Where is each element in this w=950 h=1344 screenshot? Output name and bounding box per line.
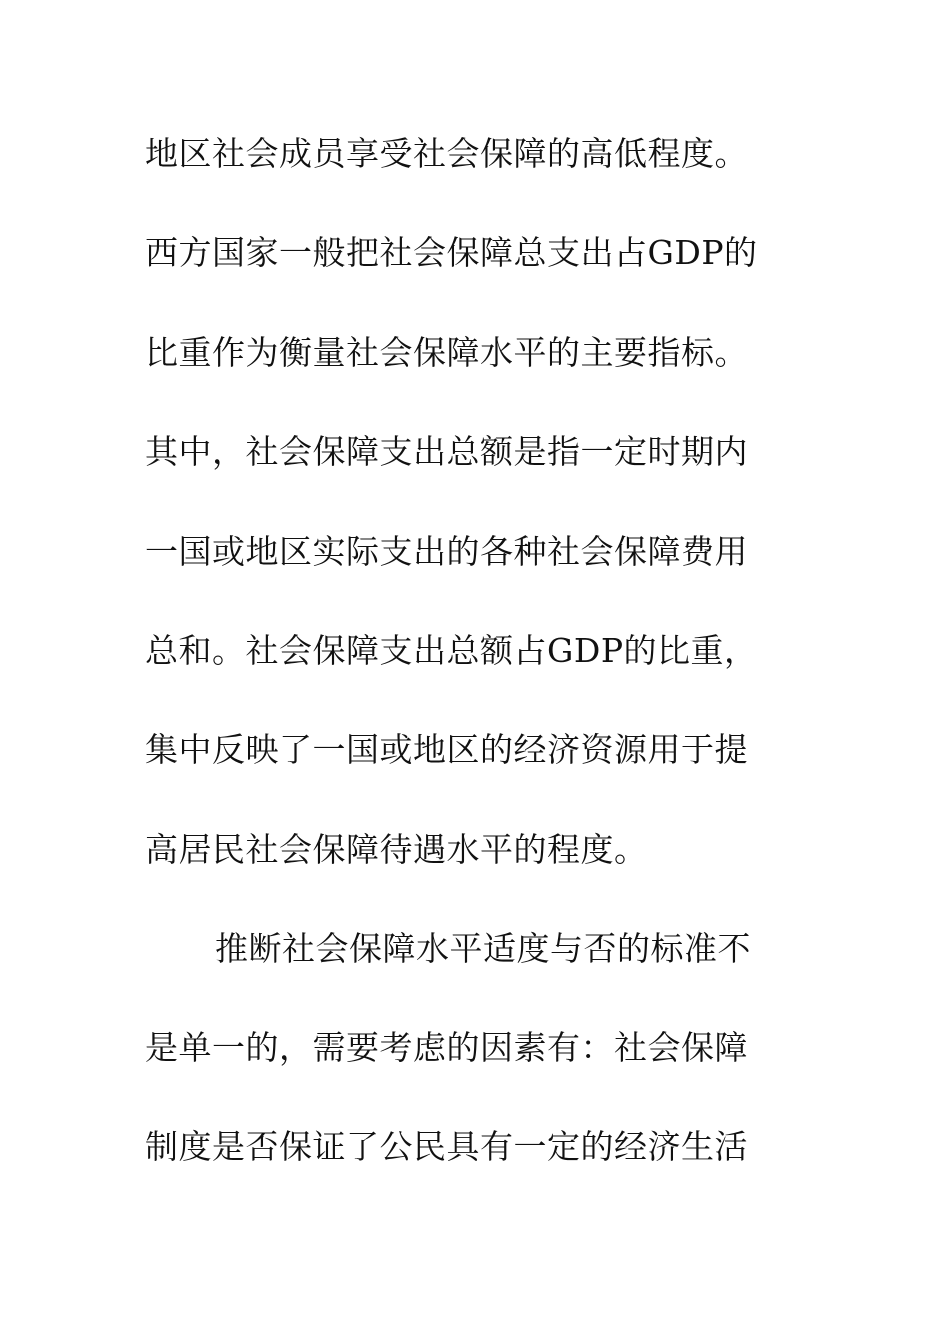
text-line: 地区社会成员享受社会保障的高低程度。: [145, 134, 748, 173]
text-line: 一国或地区实际支出的各种社会保障费用: [145, 532, 748, 571]
text-line: 高居民社会保障待遇水平的程度。: [145, 830, 648, 869]
paragraph-first-line: 推断社会保障水平适度与否的标准不: [215, 929, 751, 968]
text-line: 西方国家一般把社会保障总支出占GDP的: [145, 233, 758, 272]
text-line: 是单一的，需要考虑的因素有：社会保障: [145, 1028, 748, 1067]
text-line: 比重作为衡量社会保障水平的主要指标。: [145, 333, 748, 372]
text-line: 集中反映了一国或地区的经济资源用于提: [145, 730, 748, 769]
text-line: 其中，社会保障支出总额是指一定时期内: [145, 432, 748, 471]
text-line: 总和。社会保障支出总额占GDP的比重，: [145, 631, 758, 670]
text-line: 制度是否保证了公民具有一定的经济生活: [145, 1127, 748, 1166]
